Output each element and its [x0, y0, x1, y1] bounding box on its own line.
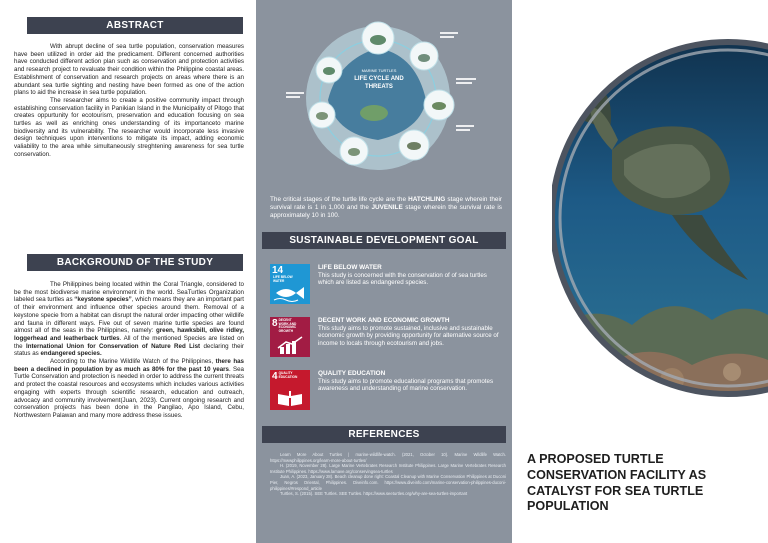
- diagram-title-line-2: LIFE CYCLE AND: [354, 76, 404, 82]
- sdg-4-text: QUALITY EDUCATION This study aims to promote educational programs that promotes awareness and understanding of marine conservation.: [318, 370, 494, 393]
- background-paragraph-2: According to the Marine Wildlife Watch of the Philippines, there has been a declined in population by as much as 80% for the past 10 years. Sea Turtle Conservation and protection is needed in order to address the current threats and protect the coastal resources and ecosystems which includes various activities engaging with experts through scientific research, education and outreach, advocacy and community involvement(Juan, 2023). Current ongoing research and conservation projects has been done in the Pangilao, Apo Island, Cebu, Northwestern Palawan and many more address these issues.: [14, 358, 244, 419]
- reference-item: Turtles, S. (2015). SEE Turtles. SEE Turtles. https://www.seeturtles.org/why-are-sea-turtles-important: [280, 491, 468, 497]
- sdg-8-text: DECENT WORK AND ECONOMIC GROWTH This study aims to promote sustained, inclusive and sustainable economic growth by providing opportunity for alternative source of income to locals through ecotourism and jobs.: [318, 317, 499, 347]
- background-heading: BACKGROUND OF THE STUDY: [27, 254, 243, 271]
- abstract-heading: ABSTRACT: [27, 17, 243, 34]
- sdg-4-icon: 4QUALITY EDUCATION: [270, 370, 310, 410]
- life-cycle-diagram: [256, 0, 512, 195]
- sdg-8-icon: 8DECENT WORK AND ECONOMIC GROWTH: [270, 317, 310, 357]
- references-list: [270, 452, 506, 497]
- background-paragraph-1: The Philippines being located within the Coral Triangle, considered to be the most biodiverse marine environment in the world. SeaTurtles Organization labeled sea turtles as “keystone species”, which means they are an important part of their environment and influence other species around them. Removal of a keystone specie from a habitat can disrupt the natural order impacting other wildlife and fauna in different ways. Five out of seven marine turtle species are found almost all of the seas in the Philippines, namely: green, hawksbill, olive ridley, loggerhead and leatherback turtles. All of the mentioned Species are listed on the International Union for Conservation of Nature Red List declaring their status as endangered species.: [14, 281, 245, 358]
- abstract-text: [14, 43, 244, 159]
- growth-chart-icon: [272, 335, 308, 355]
- cover-title: A PROPOSED TURTLE CONSERVATION FACILITY AS CATALYST FOR SEA TURTLE POPULATION: [527, 452, 707, 514]
- sdg-heading: SUSTAINABLE DEVELOPMENT GOAL: [262, 232, 506, 249]
- book-icon: [272, 390, 308, 408]
- middle-panel: [256, 0, 512, 543]
- sdg-item-8: [270, 317, 500, 361]
- lifecycle-caption: The critical stages of the turtle life cycle are the HATCHLING stage wherein their survival rate is 1 in 1,000 and the JUVENILE stage wherein the survival rate is approximately 10 in 100.: [270, 196, 502, 219]
- abstract-paragraph-1: With abrupt decline of sea turtle population, conservation measures have been utilized in order aid the predicament. Different concerned authorities have conducted different action plan such as conservation and protection activities and research project to revaluate their condition within the Philippine coastal areas. Establishment of conservation and research projects on areas where there is an abundant sea turtle sighting and nesting have been formed as one of the action plans to aid the increase in sea turtle population.: [14, 43, 244, 97]
- fish-icon: [272, 284, 308, 302]
- background-text: [14, 281, 244, 420]
- reference-item: H. (2019, November 28). Large Marine Vertebrates Research Institute Philippines. Large Marine Vertebrates Research Institute Philippines. https://www.lamave.org/conservingsea-turtles: [270, 463, 506, 474]
- abstract-paragraph-2: The researcher aims to create a positive community impact through establishing conservation facility in Panikian Island in the Municipality of Pitogo that creates oppurtunity for ecotourism, preservation and education focusing on sea turtles as well as enriching ones understanding of its importanceto marine biodiversity and its vulnerability. The researcher would incorporate less invasive design techniques upon interventions to mitigate its impact, adding economic valiability to the area while simultaneously streghtening awareness for sea turtle conservation.: [14, 96, 244, 158]
- references-heading: REFERENCES: [262, 426, 506, 443]
- sdg-item-14: [270, 264, 500, 308]
- diagram-title-line-1: MARINE TURTLES: [361, 68, 397, 73]
- diagram-title-line-3: THREATS: [365, 84, 393, 90]
- sdg-14-icon: 14LIFE BELOW WATER: [270, 264, 310, 304]
- sdg-14-text: LIFE BELOW WATER This study is concerned with the conservation of of sea turtles which are listed as endangered species.: [318, 264, 487, 287]
- reference-item: Learn More About Turtles | marine-wildlife-watch. (2021, October 10). Marine Wildlife Watch. https://mwwphilippines.org/learn-more-about-turtles/: [270, 452, 506, 463]
- right-panel: [512, 0, 768, 543]
- sea-turtle-photo: [552, 0, 768, 445]
- sdg-item-4: [270, 370, 500, 414]
- reference-item: Juan, A. (2023, January 28). Beach cleanup done right: Coastal Cleanup with Marine Conservation Philippines at Duconi Pier, Negros Oriental, Philippines. Diveinfo.com. https://www.diveinfo.com/marine-conservation-philippines-duconi-philippines/#respond_article: [270, 474, 506, 491]
- left-panel: [0, 0, 256, 543]
